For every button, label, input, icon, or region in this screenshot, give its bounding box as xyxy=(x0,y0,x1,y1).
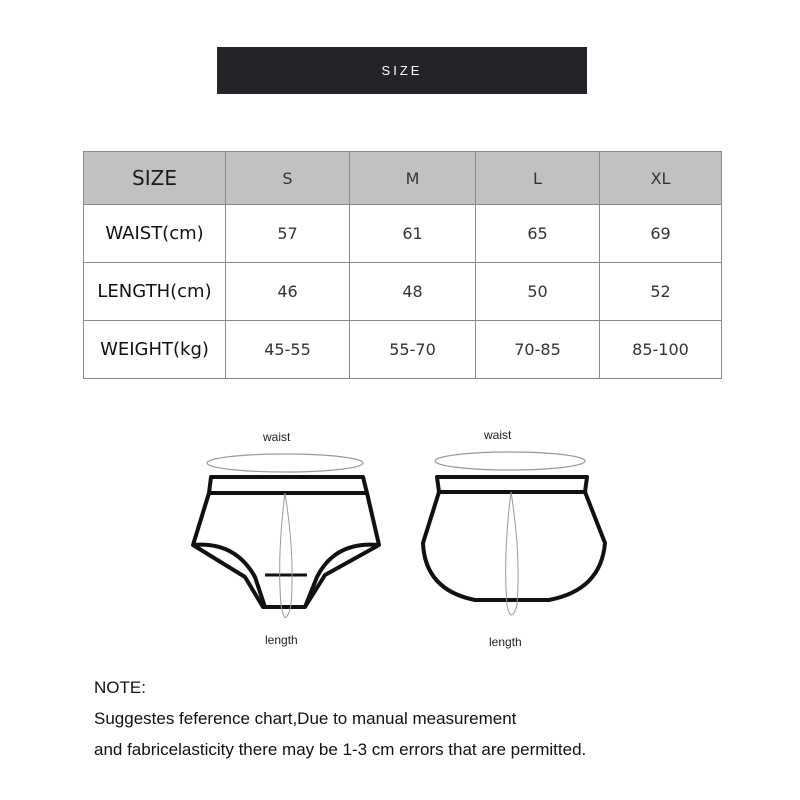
row-label: WEIGHT(kg) xyxy=(84,321,226,379)
table-cell: 48 xyxy=(350,263,476,321)
header-cell-xl: XL xyxy=(600,152,722,205)
header-cell-m: M xyxy=(350,152,476,205)
table-cell: 52 xyxy=(600,263,722,321)
boxer-length-label: length xyxy=(489,635,522,649)
header-cell-s: S xyxy=(226,152,350,205)
table-cell: 50 xyxy=(476,263,600,321)
header-cell-l: L xyxy=(476,152,600,205)
brief-diagram xyxy=(185,445,395,635)
table-header-row xyxy=(84,152,722,205)
banner-title: SIZE xyxy=(381,63,423,78)
row-label: LENGTH(cm) xyxy=(84,263,226,321)
brief-length-label: length xyxy=(265,633,298,647)
note-line-2: and fabricelasticity there may be 1-3 cm errors that are permitted. xyxy=(94,740,587,759)
table-row-length xyxy=(84,263,722,321)
table-cell: 61 xyxy=(350,205,476,263)
table-cell: 70-85 xyxy=(476,321,600,379)
table-row-waist xyxy=(84,205,722,263)
table-cell: 85-100 xyxy=(600,321,722,379)
boxer-waist-label: waist xyxy=(484,428,512,442)
table-cell: 69 xyxy=(600,205,722,263)
note-line-1: Suggestes feference chart,Due to manual measurement xyxy=(94,709,517,728)
brief-waist-label: waist xyxy=(263,430,291,444)
size-banner xyxy=(217,47,587,94)
table-cell: 57 xyxy=(226,205,350,263)
row-label: WAIST(cm) xyxy=(84,205,226,263)
table-row-weight xyxy=(84,321,722,379)
table-cell: 46 xyxy=(226,263,350,321)
size-chart-table xyxy=(83,151,722,379)
table-cell: 55-70 xyxy=(350,321,476,379)
header-cell-size: SIZE xyxy=(84,152,226,205)
table-cell: 45-55 xyxy=(226,321,350,379)
boxer-diagram xyxy=(415,445,615,635)
note-heading: NOTE: xyxy=(94,678,146,697)
table-cell: 65 xyxy=(476,205,600,263)
